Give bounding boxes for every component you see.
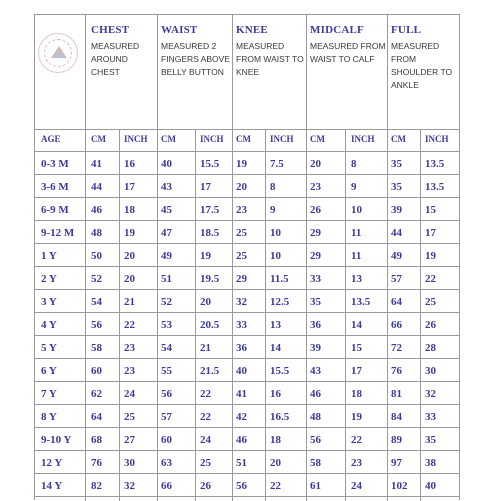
measurement-cell: 76 [391, 365, 402, 377]
measurement-cell: 17 [425, 227, 436, 239]
knee-desc: MEASURED FROM WAIST TO KNEE [236, 41, 304, 77]
measurement-cell: 43 [161, 181, 172, 193]
measurement-cell: 16 [124, 158, 135, 170]
measurement-cell: 66 [161, 480, 172, 492]
measurement-cell: 8 [351, 158, 357, 170]
measurement-cell: 46 [310, 388, 321, 400]
measurement-cell: 17 [124, 181, 135, 193]
age-cell: 4 Y [41, 319, 57, 331]
measurement-cell: 16 [270, 388, 281, 400]
measurement-cell: 14 [351, 319, 362, 331]
measurement-cell: 20.5 [200, 319, 220, 331]
measurement-cell: 76 [91, 457, 102, 469]
chest-inch-subheader: INCH [124, 134, 148, 144]
age-cell: 9-12 M [41, 227, 75, 239]
age-cell: 3-6 M [41, 181, 69, 193]
chest-desc: MEASURED AROUND CHEST [91, 41, 140, 77]
midcalf-inch-subheader: INCH [351, 134, 375, 144]
measurement-cell: 21 [124, 296, 135, 308]
measurement-cell: 20 [200, 296, 211, 308]
midcalf-cm-subheader: CM [310, 134, 325, 144]
full-header: FULL [391, 24, 422, 36]
measurement-cell: 10 [270, 227, 281, 239]
measurement-cell: 53 [161, 319, 172, 331]
size-chart-table [34, 14, 460, 500]
measurement-cell: 26 [310, 204, 321, 216]
measurement-cell: 60 [161, 434, 172, 446]
measurement-cell: 64 [391, 296, 402, 308]
measurement-cell: 30 [124, 457, 135, 469]
measurement-cell: 15.5 [270, 365, 290, 377]
measurement-cell: 19 [200, 250, 211, 262]
measurement-cell: 54 [161, 342, 172, 354]
measurement-cell: 20 [124, 273, 135, 285]
brand-logo [38, 33, 78, 73]
measurement-cell: 58 [91, 342, 102, 354]
measurement-cell: 22 [425, 273, 436, 285]
measurement-cell: 15 [351, 342, 362, 354]
knee-cm-subheader: CM [236, 134, 251, 144]
measurement-cell: 51 [236, 457, 247, 469]
measurement-cell: 82 [91, 480, 102, 492]
measurement-cell: 36 [310, 319, 321, 331]
measurement-cell: 7.5 [270, 158, 284, 170]
age-cell: 9-10 Y [41, 434, 72, 446]
measurement-cell: 57 [161, 411, 172, 423]
measurement-cell: 18.5 [200, 227, 220, 239]
measurement-cell: 11.5 [270, 273, 289, 285]
measurement-cell: 17 [351, 365, 362, 377]
measurement-cell: 24 [351, 480, 362, 492]
measurement-cell: 23 [236, 204, 247, 216]
measurement-cell: 8 [270, 181, 276, 193]
chest-header: CHEST [91, 24, 130, 36]
measurement-cell: 47 [161, 227, 172, 239]
age-cell: 6-9 M [41, 204, 69, 216]
knee-header: KNEE [236, 24, 268, 36]
measurement-cell: 22 [200, 411, 211, 423]
measurement-cell: 11 [351, 227, 362, 239]
age-cell: 5 Y [41, 342, 57, 354]
measurement-cell: 22 [351, 434, 362, 446]
measurement-cell: 28 [425, 342, 436, 354]
measurement-cell: 38 [425, 457, 436, 469]
measurement-cell: 40 [425, 480, 436, 492]
measurement-cell: 42 [236, 411, 247, 423]
measurement-cell: 50 [91, 250, 102, 262]
measurement-cell: 89 [391, 434, 402, 446]
measurement-cell: 25 [236, 227, 247, 239]
age-cell: 14 Y [41, 480, 63, 492]
measurement-cell: 25 [200, 457, 211, 469]
measurement-cell: 10 [351, 204, 362, 216]
measurement-cell: 16.5 [270, 411, 290, 423]
measurement-cell: 29 [236, 273, 247, 285]
age-cell: 8 Y [41, 411, 57, 423]
measurement-cell: 9 [270, 204, 276, 216]
measurement-cell: 12.5 [270, 296, 290, 308]
full-inch-subheader: INCH [425, 134, 449, 144]
measurement-cell: 36 [236, 342, 247, 354]
age-cell: 6 Y [41, 365, 57, 377]
measurement-cell: 33 [425, 411, 436, 423]
measurement-cell: 20 [124, 250, 135, 262]
measurement-cell: 13.5 [425, 181, 445, 193]
measurement-cell: 11 [351, 250, 362, 262]
age-cell: 1 Y [41, 250, 57, 262]
measurement-cell: 56 [161, 388, 172, 400]
measurement-cell: 22 [124, 319, 135, 331]
measurement-cell: 102 [391, 480, 408, 492]
measurement-cell: 33 [310, 273, 321, 285]
measurement-cell: 18 [124, 204, 135, 216]
measurement-cell: 24 [200, 434, 211, 446]
measurement-cell: 23 [310, 181, 321, 193]
measurement-cell: 97 [391, 457, 402, 469]
measurement-cell: 29 [310, 250, 321, 262]
measurement-cell: 46 [91, 204, 102, 216]
measurement-cell: 13 [270, 319, 281, 331]
measurement-cell: 18 [351, 388, 362, 400]
measurement-cell: 10 [270, 250, 281, 262]
measurement-cell: 9 [351, 181, 357, 193]
measurement-cell: 81 [391, 388, 402, 400]
measurement-cell: 25 [425, 296, 436, 308]
measurement-cell: 13 [351, 273, 362, 285]
measurement-cell: 52 [161, 296, 172, 308]
measurement-cell: 21.5 [200, 365, 220, 377]
measurement-cell: 61 [310, 480, 321, 492]
waist-cm-subheader: CM [161, 134, 176, 144]
measurement-cell: 35 [425, 434, 436, 446]
waist-inch-subheader: INCH [200, 134, 224, 144]
measurement-cell: 24 [124, 388, 135, 400]
measurement-cell: 68 [91, 434, 102, 446]
waist-desc: MEASURED 2 FINGERS ABOVE BELLY BUTTON [161, 41, 230, 77]
measurement-cell: 23 [124, 342, 135, 354]
measurement-cell: 35 [391, 181, 402, 193]
full-desc: MEASURED FROM SHOULDER TO ANKLE [391, 41, 453, 90]
measurement-cell: 13.5 [425, 158, 445, 170]
measurement-cell: 48 [310, 411, 321, 423]
measurement-cell: 56 [310, 434, 321, 446]
measurement-cell: 45 [161, 204, 172, 216]
measurement-cell: 13.5 [351, 296, 371, 308]
measurement-cell: 20 [270, 457, 281, 469]
measurement-cell: 18 [270, 434, 281, 446]
full-cm-subheader: CM [391, 134, 406, 144]
measurement-cell: 17.5 [200, 204, 220, 216]
measurement-cell: 22 [200, 388, 211, 400]
measurement-cell: 32 [124, 480, 135, 492]
measurement-cell: 63 [161, 457, 172, 469]
measurement-cell: 44 [91, 181, 102, 193]
measurement-cell: 40 [236, 365, 247, 377]
knee-inch-subheader: INCH [270, 134, 294, 144]
measurement-cell: 60 [91, 365, 102, 377]
measurement-cell: 51 [161, 273, 172, 285]
midcalf-header: MIDCALF [310, 24, 364, 36]
measurement-cell: 40 [161, 158, 172, 170]
measurement-cell: 55 [161, 365, 172, 377]
measurement-cell: 26 [200, 480, 211, 492]
measurement-cell: 56 [91, 319, 102, 331]
measurement-cell: 35 [310, 296, 321, 308]
measurement-cell: 23 [351, 457, 362, 469]
measurement-cell: 25 [124, 411, 135, 423]
measurement-cell: 14 [270, 342, 281, 354]
measurement-cell: 15 [425, 204, 436, 216]
measurement-cell: 17 [200, 181, 211, 193]
measurement-cell: 19 [124, 227, 135, 239]
measurement-cell: 21 [200, 342, 211, 354]
measurement-cell: 46 [236, 434, 247, 446]
measurement-cell: 49 [161, 250, 172, 262]
measurement-cell: 25 [236, 250, 247, 262]
measurement-cell: 41 [236, 388, 247, 400]
measurement-cell: 32 [425, 388, 436, 400]
measurement-cell: 19.5 [200, 273, 220, 285]
measurement-cell: 84 [391, 411, 402, 423]
measurement-cell: 20 [236, 181, 247, 193]
measurement-cell: 64 [91, 411, 102, 423]
measurement-cell: 19 [351, 411, 362, 423]
measurement-cell: 57 [391, 273, 402, 285]
measurement-cell: 41 [91, 158, 102, 170]
measurement-cell: 39 [391, 204, 402, 216]
measurement-cell: 27 [124, 434, 135, 446]
age-cell: 3 Y [41, 296, 57, 308]
measurement-cell: 19 [236, 158, 247, 170]
age-cell: 2 Y [41, 273, 57, 285]
measurement-cell: 54 [91, 296, 102, 308]
measurement-cell: 39 [310, 342, 321, 354]
measurement-cell: 52 [91, 273, 102, 285]
measurement-cell: 56 [236, 480, 247, 492]
measurement-cell: 29 [310, 227, 321, 239]
age-cell: 0-3 M [41, 158, 69, 170]
measurement-cell: 23 [124, 365, 135, 377]
age-subheader: AGE [41, 134, 61, 144]
measurement-cell: 26 [425, 319, 436, 331]
measurement-cell: 20 [310, 158, 321, 170]
waist-header: WAIST [161, 24, 198, 36]
measurement-cell: 43 [310, 365, 321, 377]
measurement-cell: 49 [391, 250, 402, 262]
measurement-cell: 15.5 [200, 158, 220, 170]
measurement-cell: 44 [391, 227, 402, 239]
measurement-cell: 19 [425, 250, 436, 262]
measurement-cell: 35 [391, 158, 402, 170]
measurement-cell: 33 [236, 319, 247, 331]
measurement-cell: 30 [425, 365, 436, 377]
measurement-cell: 66 [391, 319, 402, 331]
measurement-cell: 58 [310, 457, 321, 469]
chest-cm-subheader: CM [91, 134, 106, 144]
age-cell: 12 Y [41, 457, 63, 469]
measurement-cell: 62 [91, 388, 102, 400]
measurement-cell: 22 [270, 480, 281, 492]
measurement-cell: 72 [391, 342, 402, 354]
midcalf-desc: MEASURED FROM WAIST TO CALF [310, 41, 386, 64]
measurement-cell: 32 [236, 296, 247, 308]
age-cell: 7 Y [41, 388, 57, 400]
measurement-cell: 48 [91, 227, 102, 239]
